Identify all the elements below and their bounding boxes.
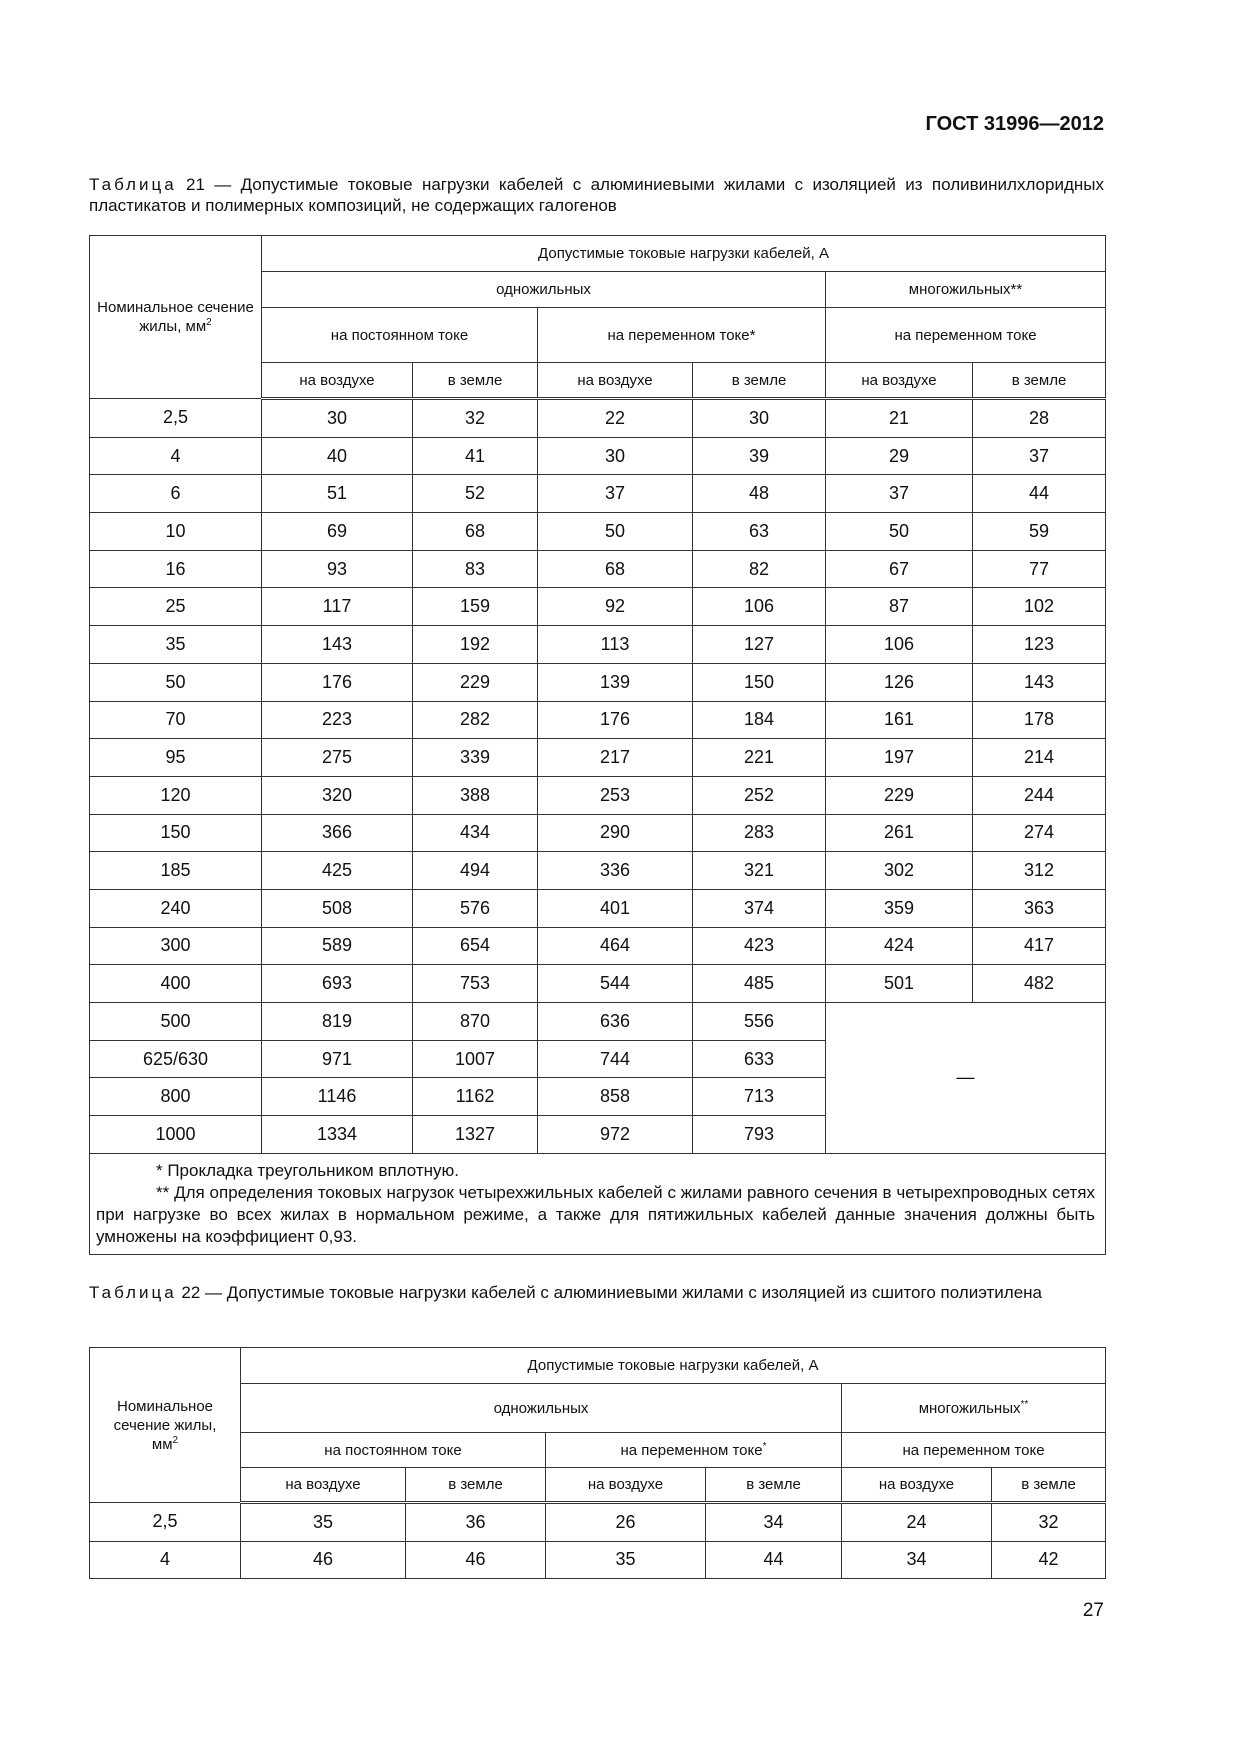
header-loads: Допустимые токовые нагрузки кабелей, А xyxy=(241,1348,1106,1384)
value-cell: 117 xyxy=(262,588,413,626)
value-cell: 150 xyxy=(693,663,826,701)
header-air: на воздухе xyxy=(538,363,693,399)
value-cell: 50 xyxy=(538,513,693,551)
value-cell: 30 xyxy=(538,437,693,475)
value-cell: 39 xyxy=(693,437,826,475)
table-row xyxy=(90,1503,1106,1542)
value-cell: 26 xyxy=(546,1503,706,1542)
value-cell: 312 xyxy=(973,852,1106,890)
note-1: * Прокладка треугольником вплотную. xyxy=(156,1160,460,1180)
value-cell: 229 xyxy=(826,776,973,814)
value-cell: 113 xyxy=(538,626,693,664)
value-cell: 214 xyxy=(973,739,1106,777)
header-ground: в земле xyxy=(693,363,826,399)
section-cell: 625/630 xyxy=(90,1040,262,1078)
header-ground: в земле xyxy=(413,363,538,399)
value-cell: 556 xyxy=(693,1003,826,1041)
table-22 xyxy=(89,1347,1106,1579)
value-cell: 482 xyxy=(973,965,1106,1003)
table-row xyxy=(90,739,1106,777)
table-row xyxy=(90,1541,1106,1579)
value-cell: 48 xyxy=(693,475,826,513)
value-cell: 83 xyxy=(413,550,538,588)
table-row xyxy=(90,513,1106,551)
value-cell: 434 xyxy=(413,814,538,852)
value-cell: 819 xyxy=(262,1003,413,1041)
value-cell: 63 xyxy=(693,513,826,551)
value-cell: 253 xyxy=(538,776,693,814)
section-cell: 35 xyxy=(90,626,262,664)
section-cell: 500 xyxy=(90,1003,262,1041)
header-ground: в земле xyxy=(973,363,1106,399)
value-cell: 68 xyxy=(538,550,693,588)
value-cell: 283 xyxy=(693,814,826,852)
value-cell: 870 xyxy=(413,1003,538,1041)
value-cell: 424 xyxy=(826,927,973,965)
section-cell: 16 xyxy=(90,550,262,588)
value-cell: 176 xyxy=(262,663,413,701)
value-cell: 753 xyxy=(413,965,538,1003)
value-cell: 336 xyxy=(538,852,693,890)
value-cell: 52 xyxy=(413,475,538,513)
value-cell: 143 xyxy=(262,626,413,664)
header-ac: на переменном токе* xyxy=(546,1433,842,1468)
section-cell: 120 xyxy=(90,776,262,814)
value-cell: 252 xyxy=(693,776,826,814)
header-air: на воздухе xyxy=(826,363,973,399)
value-cell: 274 xyxy=(973,814,1106,852)
value-cell: 858 xyxy=(538,1078,693,1116)
section-cell: 1000 xyxy=(90,1116,262,1154)
value-cell: 123 xyxy=(973,626,1106,664)
header-ground: в земле xyxy=(706,1468,842,1503)
value-cell: 971 xyxy=(262,1040,413,1078)
value-cell: 544 xyxy=(538,965,693,1003)
table-21-caption xyxy=(89,174,1104,216)
header-loads: Допустимые токовые нагрузки кабелей, А xyxy=(262,236,1106,272)
table-row xyxy=(90,776,1106,814)
table-row xyxy=(90,626,1106,664)
value-cell: 37 xyxy=(973,437,1106,475)
section-cell: 25 xyxy=(90,588,262,626)
value-cell: 36 xyxy=(406,1503,546,1542)
value-cell: 244 xyxy=(973,776,1106,814)
value-cell: 576 xyxy=(413,889,538,927)
section-cell: 300 xyxy=(90,927,262,965)
value-cell: 1327 xyxy=(413,1116,538,1154)
table-row xyxy=(90,663,1106,701)
table-row xyxy=(90,437,1106,475)
value-cell: 22 xyxy=(538,399,693,438)
header-multi-core: многожильных** xyxy=(842,1384,1106,1433)
header-ac-multi: на переменном токе xyxy=(826,308,1106,363)
section-cell: 150 xyxy=(90,814,262,852)
value-cell: 423 xyxy=(693,927,826,965)
value-cell: 636 xyxy=(538,1003,693,1041)
value-cell: 87 xyxy=(826,588,973,626)
table-row xyxy=(90,1003,1106,1041)
value-cell: 50 xyxy=(826,513,973,551)
value-cell: 744 xyxy=(538,1040,693,1078)
value-cell: 223 xyxy=(262,701,413,739)
table-row xyxy=(90,965,1106,1003)
value-cell: 261 xyxy=(826,814,973,852)
value-cell: 143 xyxy=(973,663,1106,701)
header-dc: на постоянном токе xyxy=(262,308,538,363)
table-22-caption xyxy=(89,1282,1104,1303)
header-ground: в земле xyxy=(406,1468,546,1503)
table-row xyxy=(90,889,1106,927)
value-cell: 176 xyxy=(538,701,693,739)
section-cell: 50 xyxy=(90,663,262,701)
value-cell: 494 xyxy=(413,852,538,890)
value-cell: 30 xyxy=(262,399,413,438)
value-cell: 30 xyxy=(693,399,826,438)
value-cell: 69 xyxy=(262,513,413,551)
value-cell: 192 xyxy=(413,626,538,664)
value-cell: 339 xyxy=(413,739,538,777)
header-ac: на переменном токе* xyxy=(538,308,826,363)
value-cell: 159 xyxy=(413,588,538,626)
section-cell: 6 xyxy=(90,475,262,513)
value-cell: 366 xyxy=(262,814,413,852)
table-row xyxy=(90,550,1106,588)
header-air: на воздухе xyxy=(842,1468,992,1503)
value-cell: 34 xyxy=(842,1541,992,1579)
value-cell: 633 xyxy=(693,1040,826,1078)
header-ground: в земле xyxy=(992,1468,1106,1503)
table-row xyxy=(90,475,1106,513)
value-cell: 46 xyxy=(406,1541,546,1579)
table-row xyxy=(90,852,1106,890)
section-cell: 4 xyxy=(90,1541,241,1579)
header-multi-core: многожильных** xyxy=(826,272,1106,308)
header-ac-multi: на переменном токе xyxy=(842,1433,1106,1468)
header-air: на воздухе xyxy=(546,1468,706,1503)
note-2: ** Для определения токовых нагрузок четырехжильных кабелей с жилами равного сечения в четырехпроводных сетях при нагрузке во всех жилах в нормальном режиме, а также для пятижильных кабелей данные значения должны быть умножены на коэффициент 0,93. xyxy=(96,1182,1095,1246)
value-cell: 44 xyxy=(973,475,1106,513)
value-cell: 221 xyxy=(693,739,826,777)
section-cell: 240 xyxy=(90,889,262,927)
value-cell: 32 xyxy=(413,399,538,438)
caption-text: 22 — Допустимые токовые нагрузки кабелей с алюминиевыми жилами с изоляцией из сшитого полиэтилена xyxy=(176,1283,1043,1302)
value-cell: 68 xyxy=(413,513,538,551)
value-cell: 693 xyxy=(262,965,413,1003)
value-cell: 44 xyxy=(706,1541,842,1579)
value-cell: 508 xyxy=(262,889,413,927)
value-cell: 41 xyxy=(413,437,538,475)
value-cell: 106 xyxy=(693,588,826,626)
value-cell: 21 xyxy=(826,399,973,438)
value-cell: 93 xyxy=(262,550,413,588)
caption-text: 21 — Допустимые токовые нагрузки кабелей с алюминиевыми жилами с изоляцией из поливинилхлоридных пластикатов и полимерных композиций, не содержащих галогенов xyxy=(89,175,1104,215)
value-cell: 282 xyxy=(413,701,538,739)
value-cell: 40 xyxy=(262,437,413,475)
header-air: на воздухе xyxy=(241,1468,406,1503)
value-cell: 35 xyxy=(546,1541,706,1579)
value-cell: 102 xyxy=(973,588,1106,626)
value-cell: 363 xyxy=(973,889,1106,927)
table-row xyxy=(90,814,1106,852)
value-cell: 217 xyxy=(538,739,693,777)
table-row xyxy=(90,588,1106,626)
section-cell: 70 xyxy=(90,701,262,739)
value-cell: 77 xyxy=(973,550,1106,588)
page-number: 27 xyxy=(1082,1600,1104,1621)
value-cell: 34 xyxy=(706,1503,842,1542)
value-cell: 127 xyxy=(693,626,826,664)
value-cell: 82 xyxy=(693,550,826,588)
caption-label: Таблица xyxy=(89,1283,177,1302)
value-cell: 67 xyxy=(826,550,973,588)
value-cell: 425 xyxy=(262,852,413,890)
value-cell: 37 xyxy=(538,475,693,513)
value-cell: 1162 xyxy=(413,1078,538,1116)
value-cell: 139 xyxy=(538,663,693,701)
header-single-core: одножильных xyxy=(241,1384,842,1433)
section-cell: 4 xyxy=(90,437,262,475)
header-section: Номинальное сечение жилы, $мм^2$ xyxy=(90,1348,241,1503)
section-cell: 800 xyxy=(90,1078,262,1116)
value-cell: 713 xyxy=(693,1078,826,1116)
value-cell: 29 xyxy=(826,437,973,475)
value-cell: 401 xyxy=(538,889,693,927)
header-section: Номинальное сечение жилы, $мм^2$ xyxy=(90,236,262,399)
value-cell: 388 xyxy=(413,776,538,814)
value-cell: 359 xyxy=(826,889,973,927)
value-cell: 275 xyxy=(262,739,413,777)
value-cell: 42 xyxy=(992,1541,1106,1579)
table-row xyxy=(90,399,1106,438)
value-cell: 51 xyxy=(262,475,413,513)
value-cell: 46 xyxy=(241,1541,406,1579)
value-cell: 589 xyxy=(262,927,413,965)
value-cell: 106 xyxy=(826,626,973,664)
value-cell: 320 xyxy=(262,776,413,814)
value-cell: 374 xyxy=(693,889,826,927)
value-cell: 1146 xyxy=(262,1078,413,1116)
table-row xyxy=(90,701,1106,739)
table-notes xyxy=(90,1153,1106,1254)
caption-label: Таблица xyxy=(89,175,177,194)
value-cell: 417 xyxy=(973,927,1106,965)
value-cell: 197 xyxy=(826,739,973,777)
value-cell: 290 xyxy=(538,814,693,852)
value-cell: 32 xyxy=(992,1503,1106,1542)
document-code: ГОСТ 31996—2012 xyxy=(925,113,1104,135)
value-cell: 178 xyxy=(973,701,1106,739)
table-row xyxy=(90,927,1106,965)
section-cell: 400 xyxy=(90,965,262,1003)
value-cell: 59 xyxy=(973,513,1106,551)
value-cell: 793 xyxy=(693,1116,826,1154)
value-cell: 972 xyxy=(538,1116,693,1154)
header-air: на воздухе xyxy=(262,363,413,399)
value-cell: 126 xyxy=(826,663,973,701)
value-cell: 1007 xyxy=(413,1040,538,1078)
section-cell: 10 xyxy=(90,513,262,551)
header-single-core: одножильных xyxy=(262,272,826,308)
table-21 xyxy=(89,235,1106,1255)
value-cell: 654 xyxy=(413,927,538,965)
section-cell: 185 xyxy=(90,852,262,890)
value-cell: 501 xyxy=(826,965,973,1003)
value-cell: 485 xyxy=(693,965,826,1003)
value-cell: 92 xyxy=(538,588,693,626)
value-cell: 35 xyxy=(241,1503,406,1542)
section-cell: 95 xyxy=(90,739,262,777)
value-cell: 24 xyxy=(842,1503,992,1542)
value-cell: 184 xyxy=(693,701,826,739)
section-cell: 2,5 xyxy=(90,399,262,438)
value-cell: 1334 xyxy=(262,1116,413,1154)
value-cell: 302 xyxy=(826,852,973,890)
header-dc: на постоянном токе xyxy=(241,1433,546,1468)
no-data-dash: — xyxy=(826,1003,1106,1154)
value-cell: 161 xyxy=(826,701,973,739)
section-cell: 2,5 xyxy=(90,1503,241,1542)
value-cell: 321 xyxy=(693,852,826,890)
notes-row xyxy=(90,1153,1106,1254)
value-cell: 464 xyxy=(538,927,693,965)
value-cell: 229 xyxy=(413,663,538,701)
value-cell: 28 xyxy=(973,399,1106,438)
value-cell: 37 xyxy=(826,475,973,513)
